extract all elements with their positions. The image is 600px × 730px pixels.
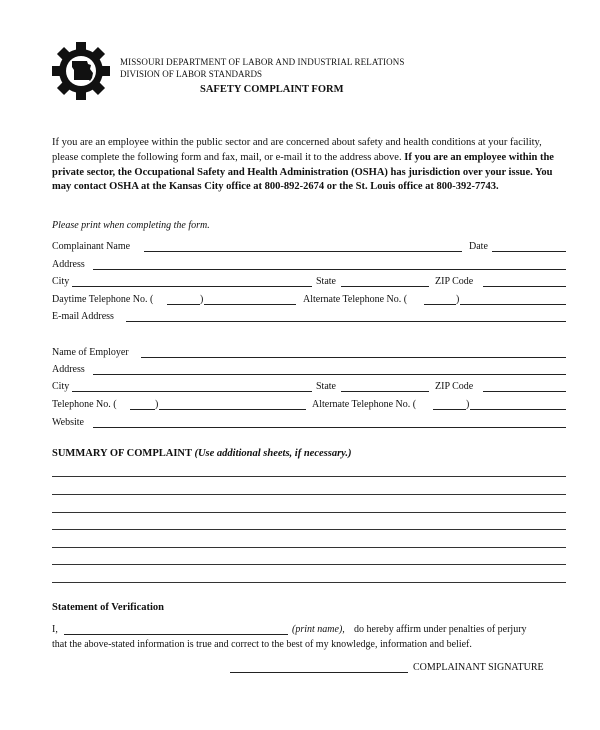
email-field[interactable] [126,321,566,322]
alternate-phone-field[interactable] [460,304,566,305]
email-label: E-mail Address [52,311,114,322]
summary-line[interactable] [52,582,566,583]
verification-heading: Statement of Verification [52,602,164,613]
date-field[interactable] [492,251,566,252]
website-label: Website [52,417,84,428]
complainant-name-label: Complainant Name [52,241,131,252]
employer-name-field[interactable] [141,357,566,358]
intro-paragraph [52,136,562,195]
city-label: City [52,276,70,287]
alternate-area-code-field[interactable] [424,304,456,305]
division-name: DIVISION OF LABOR STANDARDS [120,69,263,79]
employer-state-label: State [316,381,336,392]
employer-address-label: Address [52,364,85,375]
form-title: SAFETY COMPLAINT FORM [200,84,344,95]
employer-alt-area-code-field[interactable] [433,409,466,410]
address-label: Address [52,259,85,270]
missouri-gear-logo [50,40,112,102]
summary-heading [52,448,352,459]
summary-line[interactable] [52,547,566,548]
signature-field[interactable] [230,672,408,673]
zip-label: ZIP Code [435,276,474,287]
employer-zip-label: ZIP Code [435,381,474,392]
summary-line[interactable] [52,476,566,477]
employer-zip-field[interactable] [483,391,566,392]
affirm-text-line2: that the above-stated information is true and correct to the best of my knowledge, information and belief. [52,639,472,650]
daytime-phone-label: Daytime Telephone No. ( [52,294,154,305]
complainant-name-field[interactable] [144,251,462,252]
summary-line[interactable] [52,529,566,530]
state-field[interactable] [341,286,429,287]
date-label: Date [469,241,488,252]
affirm-text: do hereby affirm under penalties of perjury [354,624,527,635]
verifier-name-field[interactable] [64,634,288,635]
employer-area-code-field[interactable] [130,409,155,410]
address-field[interactable] [93,269,566,270]
summary-line[interactable] [52,564,566,565]
website-field[interactable] [93,427,566,428]
employer-phone-field[interactable] [159,409,306,410]
employer-city-label: City [52,381,70,392]
alternate-phone-label: Alternate Telephone No. ( [303,294,408,305]
daytime-phone-field[interactable] [204,304,296,305]
paren-close: ) [466,399,470,410]
paren-close: ) [456,294,460,305]
department-name: MISSOURI DEPARTMENT OF LABOR AND INDUSTRIAL RELATIONS [120,57,405,67]
print-name-note: (print name), [292,624,345,635]
summary-line[interactable] [52,512,566,513]
verification-i: I, [52,624,58,635]
employer-alt-phone-label: Alternate Telephone No. ( [312,399,417,410]
intro-plain-text: If you are an employee within the public sector and are concerned about safety and health conditions at your facility, please complete the following form and fax, mail, or e-mail it to the address above. [52,137,542,163]
employer-address-field[interactable] [93,374,566,375]
summary-line[interactable] [52,494,566,495]
signature-label: COMPLAINANT SIGNATURE [413,662,544,673]
summary-note: (Use additional sheets, if necessary.) [194,448,352,459]
city-field[interactable] [72,286,312,287]
employer-phone-label: Telephone No. ( [52,399,117,410]
employer-alt-phone-field[interactable] [470,409,566,410]
paren-close: ) [200,294,204,305]
zip-field[interactable] [483,286,566,287]
employer-state-field[interactable] [341,391,429,392]
employer-name-label: Name of Employer [52,347,129,358]
employer-city-field[interactable] [72,391,312,392]
paren-close: ) [155,399,159,410]
state-label: State [316,276,336,287]
intro-osha-text: If you are an employee within the private sector, the Occupational Safety and Health Administration (OSHA) has jurisdiction over your issue. You may contact OSHA at the Kansas City office at 800-892-2674 or the St. Louis office at 800-392-7743. [52,151,554,193]
summary-title: SUMMARY OF COMPLAINT [52,448,192,459]
daytime-area-code-field[interactable] [167,304,200,305]
print-instruction: Please print when completing the form. [52,220,210,231]
